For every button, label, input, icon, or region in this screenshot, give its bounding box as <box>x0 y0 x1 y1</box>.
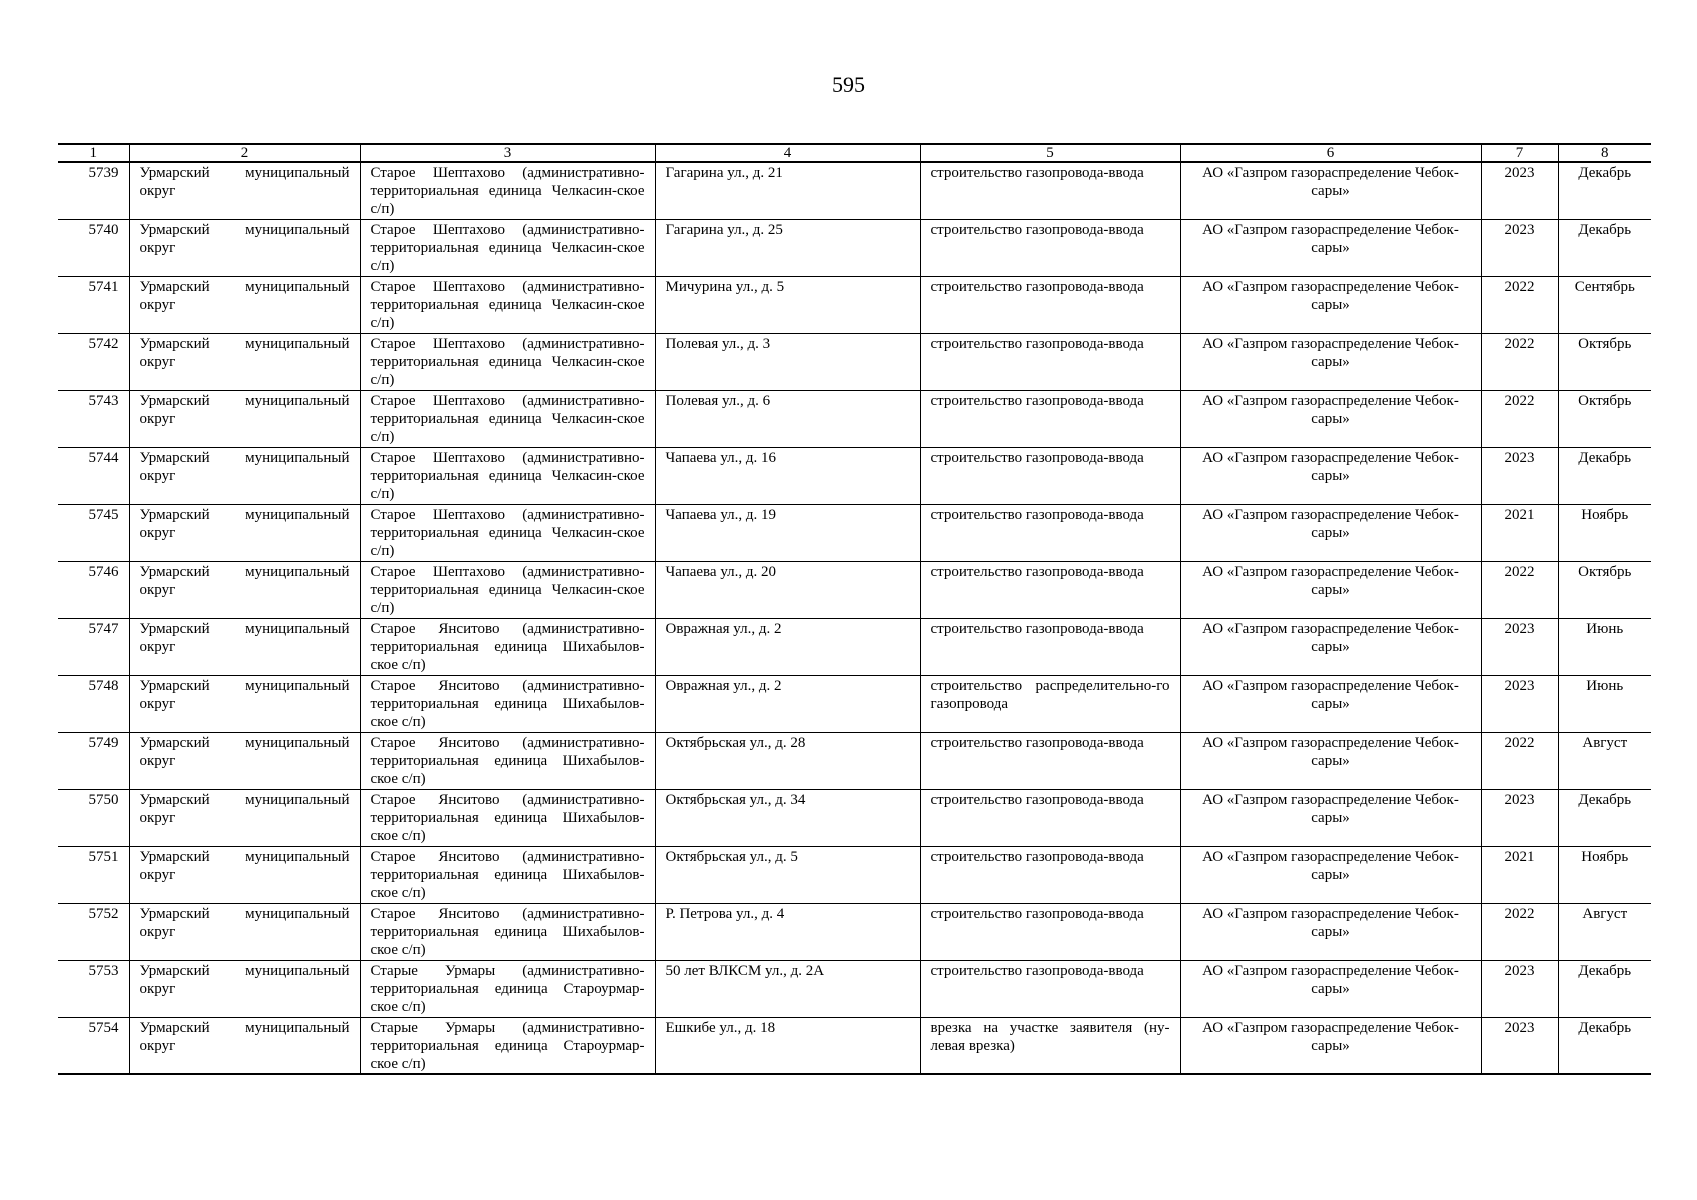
year-cell: 2023 <box>1481 219 1558 276</box>
work-type-cell: строительство газопровода-ввода <box>920 333 1180 390</box>
table-row <box>58 618 1651 675</box>
year-cell: 2021 <box>1481 504 1558 561</box>
row-number: 5739 <box>58 162 129 219</box>
column-header: 6 <box>1180 144 1481 162</box>
organization-cell: АО «Газпром газораспределение Чебок-сары» <box>1180 219 1481 276</box>
month-cell: Декабрь <box>1558 1017 1651 1074</box>
organization-cell: АО «Газпром газораспределение Чебок-сары» <box>1180 1017 1481 1074</box>
work-type-cell: строительство газопровода-ввода <box>920 219 1180 276</box>
month-cell: Октябрь <box>1558 333 1651 390</box>
month-cell: Ноябрь <box>1558 504 1651 561</box>
month-cell: Июнь <box>1558 675 1651 732</box>
work-type-cell: строительство газопровода-ввода <box>920 846 1180 903</box>
column-header: 2 <box>129 144 360 162</box>
table-row <box>58 162 1651 219</box>
locality-cell: Старое Шептахово (административно-территориальная единица Челкасин-ское с/п) <box>360 333 655 390</box>
column-header: 4 <box>655 144 920 162</box>
column-header: 1 <box>58 144 129 162</box>
work-type-cell: строительство газопровода-ввода <box>920 789 1180 846</box>
year-cell: 2023 <box>1481 789 1558 846</box>
row-number: 5750 <box>58 789 129 846</box>
table-row <box>58 561 1651 618</box>
address-cell: Чапаева ул., д. 16 <box>655 447 920 504</box>
district-cell: Урмарский муниципальный округ <box>129 390 360 447</box>
data-table <box>58 143 1651 1075</box>
table-row <box>58 903 1651 960</box>
work-type-cell: строительство газопровода-ввода <box>920 960 1180 1017</box>
district-cell: Урмарский муниципальный округ <box>129 1017 360 1074</box>
month-cell: Декабрь <box>1558 789 1651 846</box>
work-type-cell: строительство газопровода-ввода <box>920 162 1180 219</box>
district-cell: Урмарский муниципальный округ <box>129 447 360 504</box>
year-cell: 2022 <box>1481 732 1558 789</box>
table-row <box>58 447 1651 504</box>
organization-cell: АО «Газпром газораспределение Чебок-сары» <box>1180 675 1481 732</box>
table-row <box>58 504 1651 561</box>
address-cell: Октябрьская ул., д. 28 <box>655 732 920 789</box>
address-cell: Овражная ул., д. 2 <box>655 618 920 675</box>
locality-cell: Старые Урмары (административно-территориальная единица Староурмар-ское с/п) <box>360 960 655 1017</box>
month-cell: Декабрь <box>1558 960 1651 1017</box>
row-number: 5753 <box>58 960 129 1017</box>
address-cell: Полевая ул., д. 6 <box>655 390 920 447</box>
locality-cell: Старое Янситово (административно-территориальная единица Шихабылов-ское с/п) <box>360 903 655 960</box>
row-number: 5745 <box>58 504 129 561</box>
row-number: 5751 <box>58 846 129 903</box>
column-header: 3 <box>360 144 655 162</box>
table-row <box>58 732 1651 789</box>
locality-cell: Старое Янситово (административно-территориальная единица Шихабылов-ское с/п) <box>360 789 655 846</box>
address-cell: Мичурина ул., д. 5 <box>655 276 920 333</box>
table-row <box>58 960 1651 1017</box>
locality-cell: Старое Янситово (административно-территориальная единица Шихабылов-ское с/п) <box>360 732 655 789</box>
row-number: 5754 <box>58 1017 129 1074</box>
month-cell: Декабрь <box>1558 447 1651 504</box>
district-cell: Урмарский муниципальный округ <box>129 618 360 675</box>
organization-cell: АО «Газпром газораспределение Чебок-сары» <box>1180 789 1481 846</box>
month-cell: Октябрь <box>1558 390 1651 447</box>
locality-cell: Старое Шептахово (административно-территориальная единица Челкасин-ское с/п) <box>360 561 655 618</box>
table-row <box>58 675 1651 732</box>
work-type-cell: строительство газопровода-ввода <box>920 618 1180 675</box>
year-cell: 2023 <box>1481 162 1558 219</box>
work-type-cell: врезка на участке заявителя (ну-левая врезка) <box>920 1017 1180 1074</box>
month-cell: Ноябрь <box>1558 846 1651 903</box>
year-cell: 2022 <box>1481 276 1558 333</box>
address-cell: Октябрьская ул., д. 34 <box>655 789 920 846</box>
organization-cell: АО «Газпром газораспределение Чебок-сары» <box>1180 162 1481 219</box>
month-cell: Август <box>1558 903 1651 960</box>
organization-cell: АО «Газпром газораспределение Чебок-сары» <box>1180 504 1481 561</box>
row-number: 5742 <box>58 333 129 390</box>
organization-cell: АО «Газпром газораспределение Чебок-сары» <box>1180 447 1481 504</box>
organization-cell: АО «Газпром газораспределение Чебок-сары» <box>1180 618 1481 675</box>
month-cell: Декабрь <box>1558 219 1651 276</box>
month-cell: Декабрь <box>1558 162 1651 219</box>
district-cell: Урмарский муниципальный округ <box>129 903 360 960</box>
organization-cell: АО «Газпром газораспределение Чебок-сары» <box>1180 960 1481 1017</box>
work-type-cell: строительство газопровода-ввода <box>920 390 1180 447</box>
column-header: 8 <box>1558 144 1651 162</box>
address-cell: Чапаева ул., д. 20 <box>655 561 920 618</box>
month-cell: Август <box>1558 732 1651 789</box>
work-type-cell: строительство газопровода-ввода <box>920 276 1180 333</box>
district-cell: Урмарский муниципальный округ <box>129 846 360 903</box>
locality-cell: Старое Шептахово (административно-территориальная единица Челкасин-ское с/п) <box>360 219 655 276</box>
year-cell: 2023 <box>1481 618 1558 675</box>
row-number: 5752 <box>58 903 129 960</box>
row-number: 5740 <box>58 219 129 276</box>
address-cell: Чапаева ул., д. 19 <box>655 504 920 561</box>
district-cell: Урмарский муниципальный округ <box>129 960 360 1017</box>
work-type-cell: строительство газопровода-ввода <box>920 732 1180 789</box>
address-cell: Полевая ул., д. 3 <box>655 333 920 390</box>
locality-cell: Старое Шептахово (административно-территориальная единица Челкасин-ское с/п) <box>360 447 655 504</box>
organization-cell: АО «Газпром газораспределение Чебок-сары» <box>1180 276 1481 333</box>
address-cell: 50 лет ВЛКСМ ул., д. 2А <box>655 960 920 1017</box>
work-type-cell: строительство газопровода-ввода <box>920 561 1180 618</box>
table-row <box>58 276 1651 333</box>
locality-cell: Старое Шептахово (административно-территориальная единица Челкасин-ское с/п) <box>360 276 655 333</box>
locality-cell: Старое Шептахово (административно-территориальная единица Челкасин-ское с/п) <box>360 162 655 219</box>
locality-cell: Старое Шептахово (административно-территориальная единица Челкасин-ское с/п) <box>360 390 655 447</box>
district-cell: Урмарский муниципальный округ <box>129 561 360 618</box>
column-number-header-row <box>58 144 1651 162</box>
work-type-cell: строительство газопровода-ввода <box>920 903 1180 960</box>
district-cell: Урмарский муниципальный округ <box>129 162 360 219</box>
address-cell: Р. Петрова ул., д. 4 <box>655 903 920 960</box>
address-cell: Ешкибе ул., д. 18 <box>655 1017 920 1074</box>
table-row <box>58 390 1651 447</box>
locality-cell: Старое Янситово (административно-территориальная единица Шихабылов-ское с/п) <box>360 618 655 675</box>
district-cell: Урмарский муниципальный округ <box>129 333 360 390</box>
organization-cell: АО «Газпром газораспределение Чебок-сары» <box>1180 561 1481 618</box>
address-cell: Гагарина ул., д. 21 <box>655 162 920 219</box>
organization-cell: АО «Газпром газораспределение Чебок-сары» <box>1180 333 1481 390</box>
table-row <box>58 846 1651 903</box>
year-cell: 2022 <box>1481 390 1558 447</box>
organization-cell: АО «Газпром газораспределение Чебок-сары» <box>1180 903 1481 960</box>
year-cell: 2023 <box>1481 1017 1558 1074</box>
column-header: 5 <box>920 144 1180 162</box>
district-cell: Урмарский муниципальный округ <box>129 675 360 732</box>
locality-cell: Старые Урмары (административно-территориальная единица Староурмар-ское с/п) <box>360 1017 655 1074</box>
row-number: 5746 <box>58 561 129 618</box>
year-cell: 2023 <box>1481 675 1558 732</box>
table-row <box>58 1017 1651 1074</box>
locality-cell: Старое Янситово (административно-территориальная единица Шихабылов-ское с/п) <box>360 846 655 903</box>
page-number: 595 <box>832 72 865 97</box>
month-cell: Октябрь <box>1558 561 1651 618</box>
month-cell: Сентябрь <box>1558 276 1651 333</box>
work-type-cell: строительство газопровода-ввода <box>920 447 1180 504</box>
month-cell: Июнь <box>1558 618 1651 675</box>
address-cell: Октябрьская ул., д. 5 <box>655 846 920 903</box>
district-cell: Урмарский муниципальный округ <box>129 219 360 276</box>
row-number: 5747 <box>58 618 129 675</box>
address-cell: Гагарина ул., д. 25 <box>655 219 920 276</box>
address-cell: Овражная ул., д. 2 <box>655 675 920 732</box>
organization-cell: АО «Газпром газораспределение Чебок-сары» <box>1180 390 1481 447</box>
table-row <box>58 789 1651 846</box>
year-cell: 2023 <box>1481 960 1558 1017</box>
district-cell: Урмарский муниципальный округ <box>129 276 360 333</box>
locality-cell: Старое Шептахово (административно-территориальная единица Челкасин-ское с/п) <box>360 504 655 561</box>
row-number: 5743 <box>58 390 129 447</box>
year-cell: 2022 <box>1481 561 1558 618</box>
district-cell: Урмарский муниципальный округ <box>129 732 360 789</box>
row-number: 5741 <box>58 276 129 333</box>
year-cell: 2023 <box>1481 447 1558 504</box>
column-header: 7 <box>1481 144 1558 162</box>
district-cell: Урмарский муниципальный округ <box>129 789 360 846</box>
organization-cell: АО «Газпром газораспределение Чебок-сары» <box>1180 732 1481 789</box>
work-type-cell: строительство распределительно-го газопровода <box>920 675 1180 732</box>
district-cell: Урмарский муниципальный округ <box>129 504 360 561</box>
year-cell: 2022 <box>1481 903 1558 960</box>
table-row <box>58 333 1651 390</box>
work-type-cell: строительство газопровода-ввода <box>920 504 1180 561</box>
row-number: 5748 <box>58 675 129 732</box>
organization-cell: АО «Газпром газораспределение Чебок-сары» <box>1180 846 1481 903</box>
year-cell: 2021 <box>1481 846 1558 903</box>
year-cell: 2022 <box>1481 333 1558 390</box>
row-number: 5749 <box>58 732 129 789</box>
row-number: 5744 <box>58 447 129 504</box>
locality-cell: Старое Янситово (административно-территориальная единица Шихабылов-ское с/п) <box>360 675 655 732</box>
table-row <box>58 219 1651 276</box>
